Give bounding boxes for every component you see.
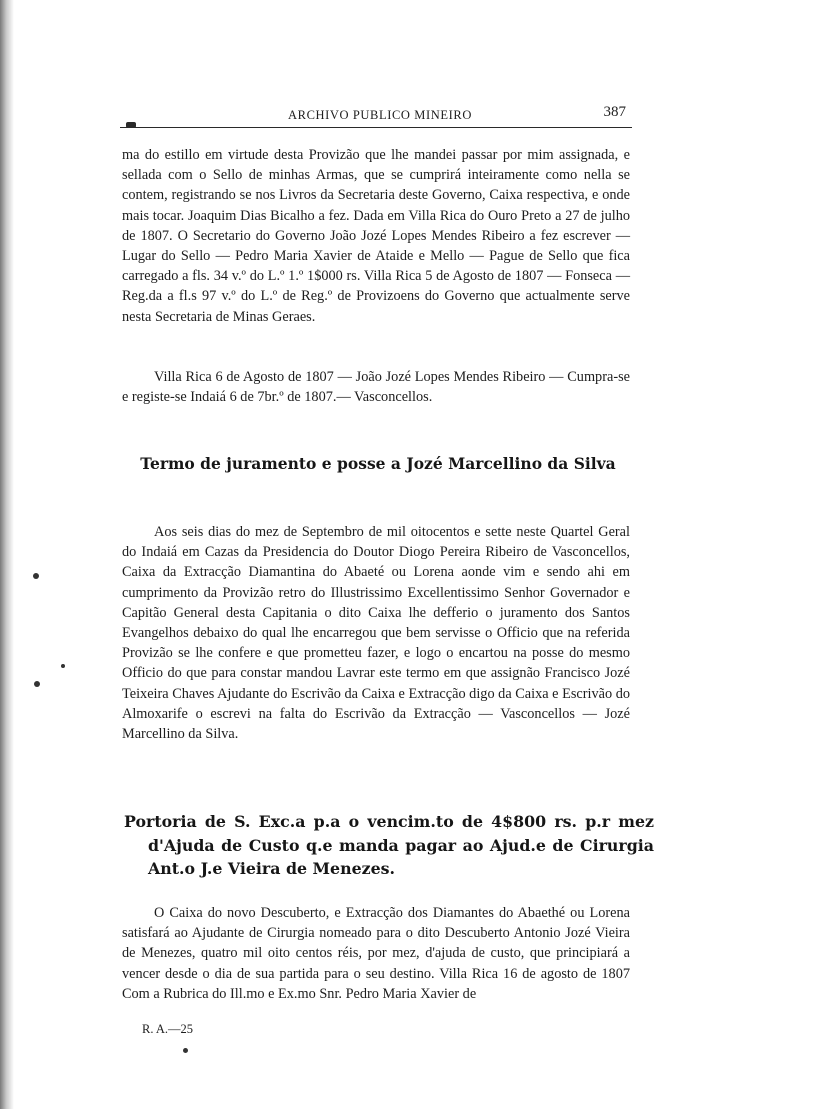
ink-speck xyxy=(183,1048,188,1053)
page-number: 387 xyxy=(603,104,626,120)
portoria-paragraph: O Caixa do novo Descuberto, e Extracção dos Diamantes do Abaethé ou Lorena satisfará ao Ajudante de Cirurgia nomeado para o dito Descuberto Antonio Jozé Vieira de Menezes, quatro mil oito centos réis, por mez, d'ajuda de custo, que principiará a vencer desde o dia de sua partida para o seu destino. Villa Rica 16 de agosto de 1807 Com a Rubrica do Ill.mo e Ex.mo Snr. Pedro Maria Xavier de xyxy=(122,905,630,1002)
termo-paragraph: Aos seis dias do mez de Septembro de mil oitocentos e sette neste Quartel Geral do Indaiá em Cazas da Presidencia do Doutor Diogo Pereira Ribeiro de Vasconcellos, Caixa da Extracção Diamantina do Abaeté ou Lorena aonde vim e sendo ahi em cumprimento da Provizão retro do Illustrissimo Excellentissimo Senhor Governador e Capitão General desta Capitania o dito Caixa lhe defferio o juramento dos Santos Evangelhos debaixo do qual lhe encarregou que bem servisse o Officio que na referida Provizão se lhe confere e que prometteu fazer, e logo o encartou na posse do mesmo Officio do que para constar mandou Lavrar este termo em que assignão Francisco Jozé Teixeira Chaves Ajudante do Escrivão da Caixa e Extracção digo da Caixa e Escrivão do Almoxarife o escrevi na falta do Escrivão da Extracção — Vasconcellos — Jozé Marcellino da Silva. xyxy=(122,524,630,743)
page-header xyxy=(120,101,632,131)
page-edge-shadow xyxy=(0,0,14,1109)
running-title: ARCHIVO PUBLICO MINEIRO xyxy=(288,108,472,122)
signature-mark: R. A.—25 xyxy=(142,1022,194,1036)
ink-speck xyxy=(33,573,39,579)
section-heading-termo: Termo de juramento e posse a Jozé Marcellino da Silva xyxy=(140,454,616,473)
ink-speck xyxy=(34,681,40,687)
ink-speck xyxy=(61,664,65,668)
dating-paragraph: Villa Rica 6 de Agosto de 1807 — João Jozé Lopes Mendes Ribeiro — Cumpra-se e registe-se Indaiá 6 de 7br.º de 1807.— Vasconcellos. xyxy=(122,369,630,406)
section-heading-portoria: Portoria de S. Exc.a p.a o vencim.to de 4$800 rs. p.r mez d'Ajuda de Custo q.e manda pagar ao Ajud.e de Cirurgia Ant.o J.e Vieira de Menezes. xyxy=(124,812,654,878)
header-rule xyxy=(120,127,632,128)
continuation-paragraph: ma do estillo em virtude desta Provizão que lhe mandei passar por mim assignada, e sellada com o Sello de minhas Armas, que se cumprirá inteiramente como nella se contem, registrando se nos Livros da Secretaria deste Governo, Caixa respectiva, e onde mais tocar. Joaquim Dias Bicalho a fez. Dada em Villa Rica do Ouro Preto a 27 de julho de 1807. O Secretario do Governo João Jozé Lopes Mendes Ribeiro a fez escrever — Lugar do Sello — Pedro Maria Xavier de Ataide e Mello — Pague de Sello que fica carregado a fls. 34 v.º do L.º 1.º 1$000 rs. Villa Rica 5 de Agosto de 1807 — Fonseca — Reg.da a fl.s 97 v.º do L.º de Reg.º de Provizoens do Governo que actualmente serve nesta Secretaria de Minas Geraes. xyxy=(122,147,630,325)
